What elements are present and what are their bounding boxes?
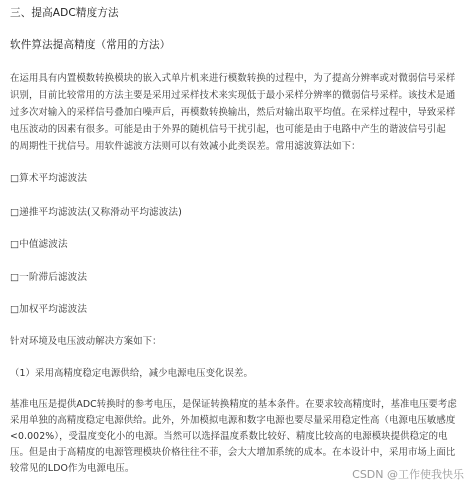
filter-item: □算术平均滤波法 — [10, 173, 88, 184]
intro-line: 的周期性干扰信号。用软件滤波方法则可以有效减小此类误差。常用滤波算法如下： — [10, 141, 361, 152]
solutions-heading: 针对环境及电压波动解决方案如下： — [10, 336, 162, 347]
intro-line: 电压波动的因素有很多。可能是由于外界的随机信号干扰引起，也可能是由于电路中产生的谐波信号引起 — [10, 124, 446, 135]
solution-item: （1）采用高精度稳定电源供给，减少电源电压变化误差。 — [10, 368, 253, 379]
intro-line: 在运用具有内置模数转换模块的嵌入式单片机来进行模数转换的过程中，为了提高分辨率或对微弱信号采样 — [10, 73, 456, 84]
intro-line: 识别，目前比较常用的方法主要是采用过采样技术来实现低于最小采样分辨率的微弱信号采样。该技术是通 — [10, 90, 456, 101]
body-line: 压。但是由于高精度的电源管理模块价格往往不菲，会大大增加系统的成本。在本设计中，采用市场上面比 — [10, 447, 456, 458]
filter-item: □中值滤波法 — [10, 239, 68, 250]
body-line: 基准电压是提供ADC转换时的参考电压，是保证转换精度的基本条件。在要求较高精度时，基准电压要考虑 — [10, 399, 457, 410]
filter-item: □一阶滞后滤波法 — [10, 272, 88, 283]
subtitle: 软件算法提高精度（常用的方法） — [10, 39, 171, 51]
section-title: 三、提高ADC精度方法 — [10, 7, 119, 19]
intro-line: 过多次对输入的采样信号叠加白噪声后，再模数转换输出，然后对输出取平均值。在采样过程中，导致采样 — [10, 107, 456, 118]
watermark: CSDN @工作使我快乐 — [352, 468, 464, 481]
body-line: <0.002%），受温度变化小的电源。当然可以选择温度系数比较好、精度比较高的电源模块提供稳定的电 — [10, 431, 448, 442]
filter-item: □递推平均滤波法(又称滑动平均滤波法) — [10, 207, 182, 218]
body-line: 采用单独的高精度稳定电源供给。此外，外加模拟电源和数字电源也要尽量采用稳定性高（电源电压敏感度 — [10, 415, 456, 426]
filter-item: □加权平均滤波法 — [10, 304, 88, 315]
body-line: 较常见的LDO作为电源电压。 — [10, 463, 135, 474]
